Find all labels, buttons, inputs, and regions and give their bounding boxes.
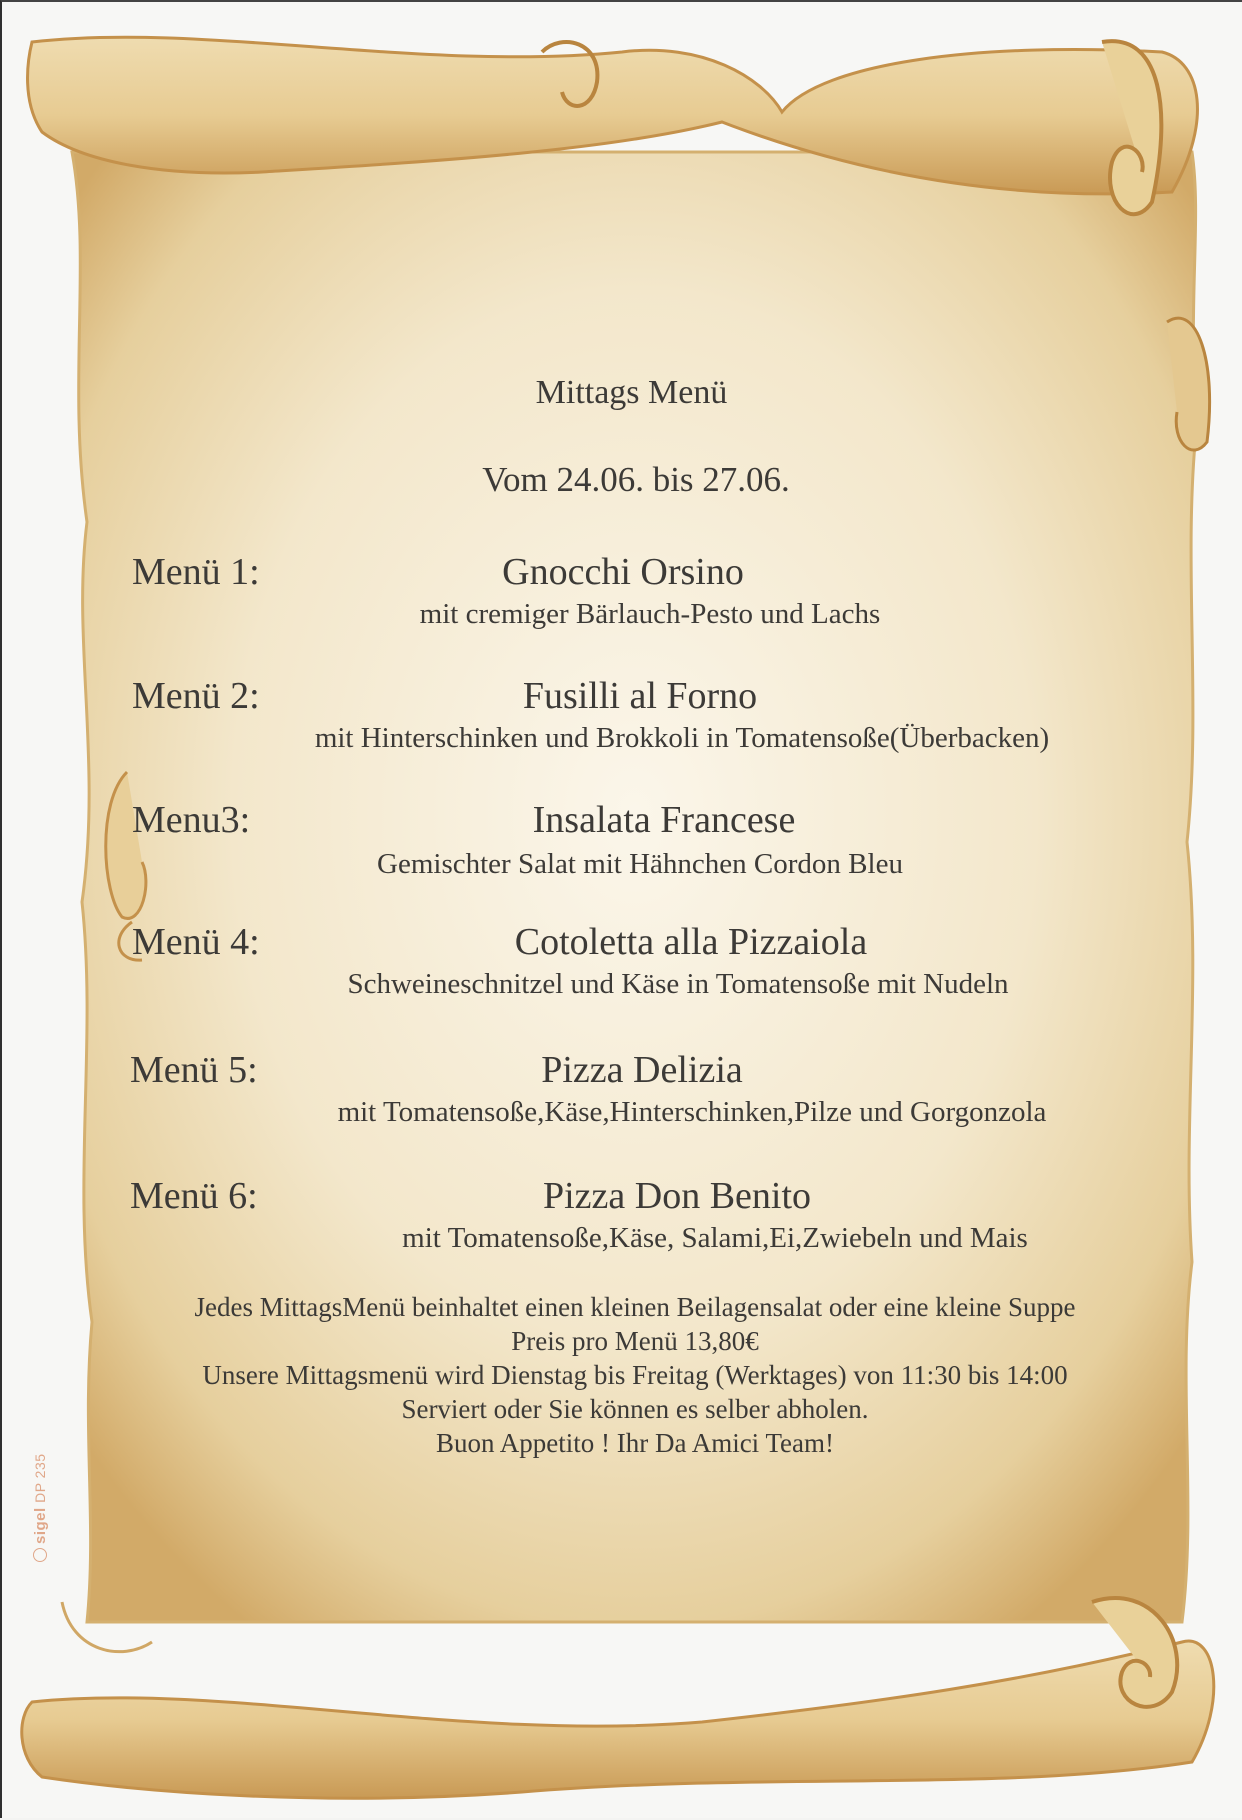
menu-item-label: Menü 2: — [132, 675, 260, 717]
menu-item-label: Menü 4: — [132, 921, 260, 963]
paper-brand-mark — [32, 1412, 58, 1562]
menu-item-label: Menü 6: — [130, 1175, 258, 1217]
menu-item-name: Gnocchi Orsino — [502, 551, 744, 593]
menu-item-name: Cotoletta alla Pizzaiola — [514, 921, 868, 963]
menu-item-name: Pizza Don Benito — [542, 1175, 812, 1217]
footer-price: Preis pro Menü 13,80€ — [511, 1326, 759, 1356]
footer-note-salad-soup: Jedes MittagsMenü beinhaltet einen kleinen Beilagensalat oder eine kleine Suppe — [194, 1292, 1076, 1322]
menu-item-label: Menü 1: — [132, 551, 260, 593]
footer-pickup-note: Serviert oder Sie können es selber abholen. — [401, 1394, 869, 1424]
menu-item-name: Fusilli al Forno — [522, 675, 758, 717]
footer-greeting: Buon Appetito ! Ihr Da Amici Team! — [435, 1428, 835, 1458]
menu-item-name: Pizza Delizia — [541, 1049, 743, 1091]
menu-item-label: Menü 5: — [130, 1049, 258, 1091]
menu-item-label: Menu3: — [132, 799, 251, 841]
menu-item-description: mit Tomatensoße,Käse,Hinterschinken,Pilze und Gorgonzola — [337, 1096, 1047, 1128]
menu-item-description: mit cremiger Bärlauch-Pesto und Lachs — [419, 598, 881, 630]
menu-item-description: Schweineschnitzel und Käse in Tomatensoße mit Nudeln — [347, 968, 1009, 1000]
menu-item-name: Insalata Francese — [532, 799, 796, 841]
menu-date-range: Vom 24.06. bis 27.06. — [482, 460, 790, 499]
brand-code: DP 235 — [32, 1453, 48, 1503]
footer-serving-times: Unsere Mittagsmenü wird Dienstag bis Freitag (Werktages) von 11:30 bis 14:00 — [202, 1360, 1068, 1390]
menu-item-description: mit Hinterschinken und Brokkoli in Tomatensoße(Überbacken) — [314, 722, 1050, 754]
brand-name: sigel — [32, 1507, 49, 1544]
parchment-scroll-background — [2, 2, 1242, 1820]
menu-item-description: Gemischter Salat mit Hähnchen Cordon Bleu — [377, 848, 903, 880]
menu-title: Mittags Menü — [535, 374, 728, 411]
brand-logo-icon — [33, 1548, 47, 1562]
menu-item-description: mit Tomatensoße,Käse, Salami,Ei,Zwiebeln und Mais — [402, 1222, 1028, 1254]
